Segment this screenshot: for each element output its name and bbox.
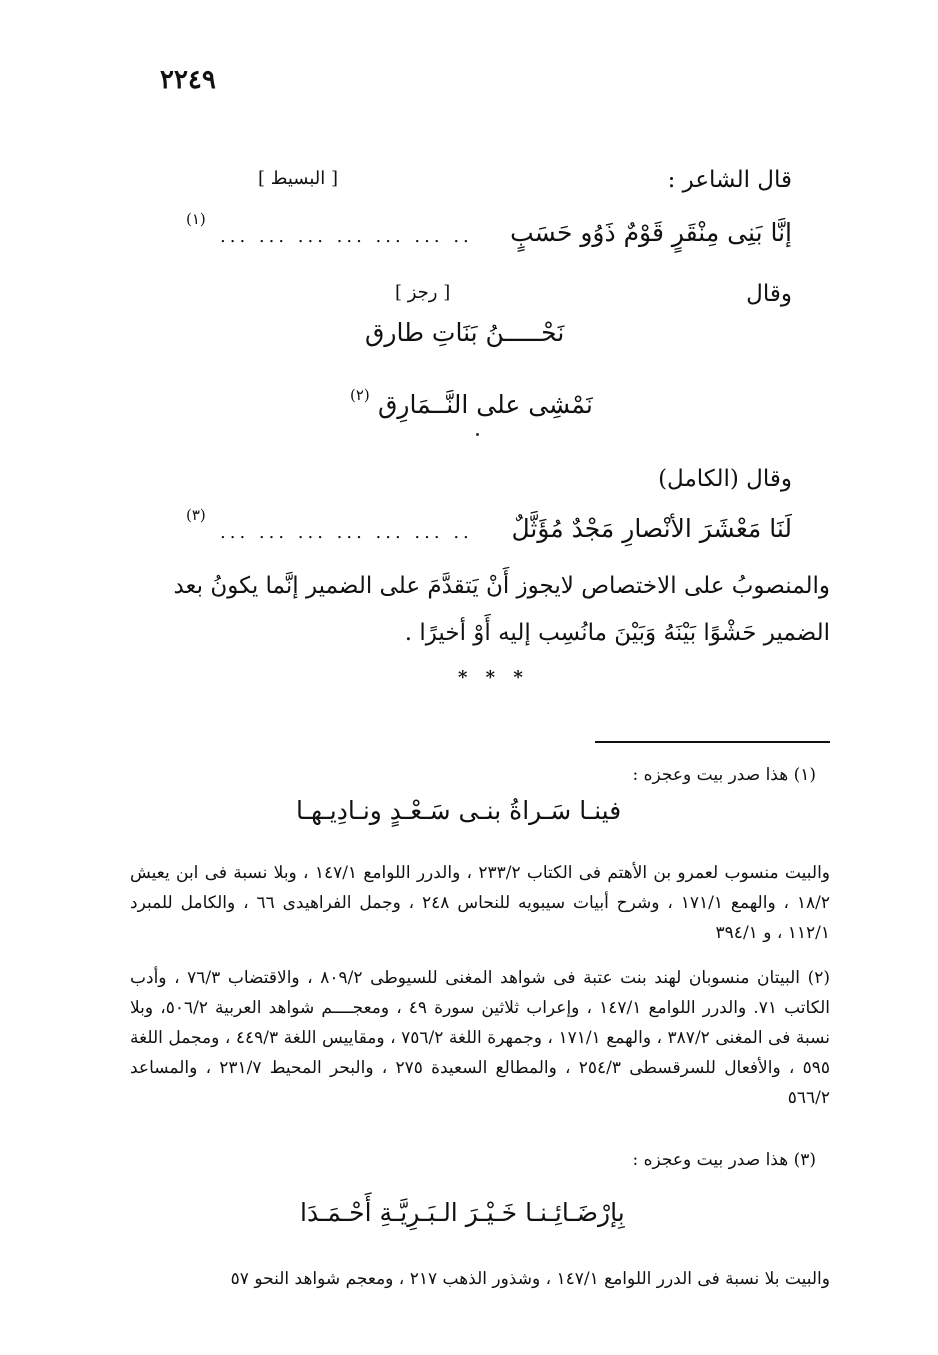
- verse2-meter: [ رجز ]: [395, 282, 451, 303]
- verse3-text: لَنَا مَعْشَرَ الأنْصارِ مَجْدٌ مُؤَثَّلٌ: [511, 514, 792, 543]
- prose-line2: الضمير حَشْوًا بَيْنَهُ وَبَيْنَ مانُسِب إليه أَوْ أخيرًا .: [404, 620, 830, 646]
- verse2-note-ref: (٢): [350, 386, 370, 404]
- ink-speck: [476, 433, 479, 436]
- footnote1-verse: فينـا سَـراةُ بنـى سَـعْـدٍ ونـادِيـهـا: [296, 796, 622, 825]
- verse1-note-ref: (١): [186, 210, 206, 228]
- footnote3-body: والبيت بلا نسبة فى الدرر اللوامع ١٤٧/١ ، وشذور الذهب ٢١٧ ، ومعجم شواهد النحو ٥٧: [230, 1269, 830, 1289]
- verse1-meter: [ البسيط ]: [258, 168, 338, 189]
- verse1-dots: ... ... ... ... ... ... ..: [220, 226, 473, 247]
- verse2-line2: نَمْشِى على النَّــمَارِق: [378, 390, 593, 419]
- prose-line1: والمنصوبُ على الاختصاص لايجوز أَنْ يَتقدَّمَ على الضمير إنَّما يكونُ بعد: [173, 573, 830, 599]
- verse2-intro: وقال: [746, 281, 792, 307]
- verse3-intro: وقال (الكامل): [658, 466, 792, 492]
- footnote1-heading: (١) هذا صدر بيت وعجزه :: [632, 765, 816, 785]
- verse3-dots: ... ... ... ... ... ... ..: [220, 522, 473, 543]
- verse1-intro: قال الشاعر :: [667, 167, 792, 193]
- footnote3-verse: بِإرْضَـائِـنـا خَـيْـرَ الـبَـرِيَّـةِ أَحْـمَـدَا: [300, 1198, 625, 1227]
- footnote1-body: والبيت منسوب لعمرو بن الأهتم فى الكتاب ٢٣٣/٢ ، والدرر اللوامع ١٤٧/١ ، وبلا نسبة فى ابن يعيش ١٨/٢ ، والهمع ١٧١/١ ، وشرح أبيات سيبويه للنحاس ٢٤٨ ، وجمل الفراهيدى ٦٦ ، والكامل للمبرد ١١٢/١ ، و ٣٩٤/١: [130, 863, 831, 943]
- footnote3-heading: (٣) هذا صدر بيت وعجزه :: [632, 1150, 816, 1170]
- verse1-text: إنَّا بَنِى مِنْقَرٍ قَوْمٌ ذَوُو حَسَبٍ: [510, 218, 792, 247]
- footnote2-body: (٢) البيتان منسوبان لهند بنت عتبة فى شواهد المغنى للسيوطى ٨٠٩/٢ ، والاقتضاب ٧٦/٣ ، وأدب الكاتب ٧١. والدرر اللوامع ١٤٧/١ ، وإعراب ثلاثين سورة ٤٩ ، ومعجــــم شواهد العربية ٥٠٦/٢، وبلا نسبة فى المغنى ٣٨٧/٢ ، والهمع ١٧١/١ ، وجمهرة اللغة ٧٥٦/٢ ، ومقاييس اللغة ٤٤٩/٣ ، ومجمل اللغة ٥٩٥ ، والأفعال للسرقسطى ٢٥٤/٣ ، والمطالع السعيدة ٢٧٥ ، والبحر المحيط ٢٣١/٧ ، والمساعد ٥٦٦/٢: [130, 968, 831, 1108]
- page-number: ٢٢٤٩: [160, 65, 216, 95]
- verse2-line1: نَحْـــــنُ بَنَاتِ طارق: [365, 318, 565, 347]
- footnote-rule: [595, 741, 830, 743]
- section-separator: * * *: [458, 667, 529, 688]
- verse3-note-ref: (٣): [186, 506, 206, 524]
